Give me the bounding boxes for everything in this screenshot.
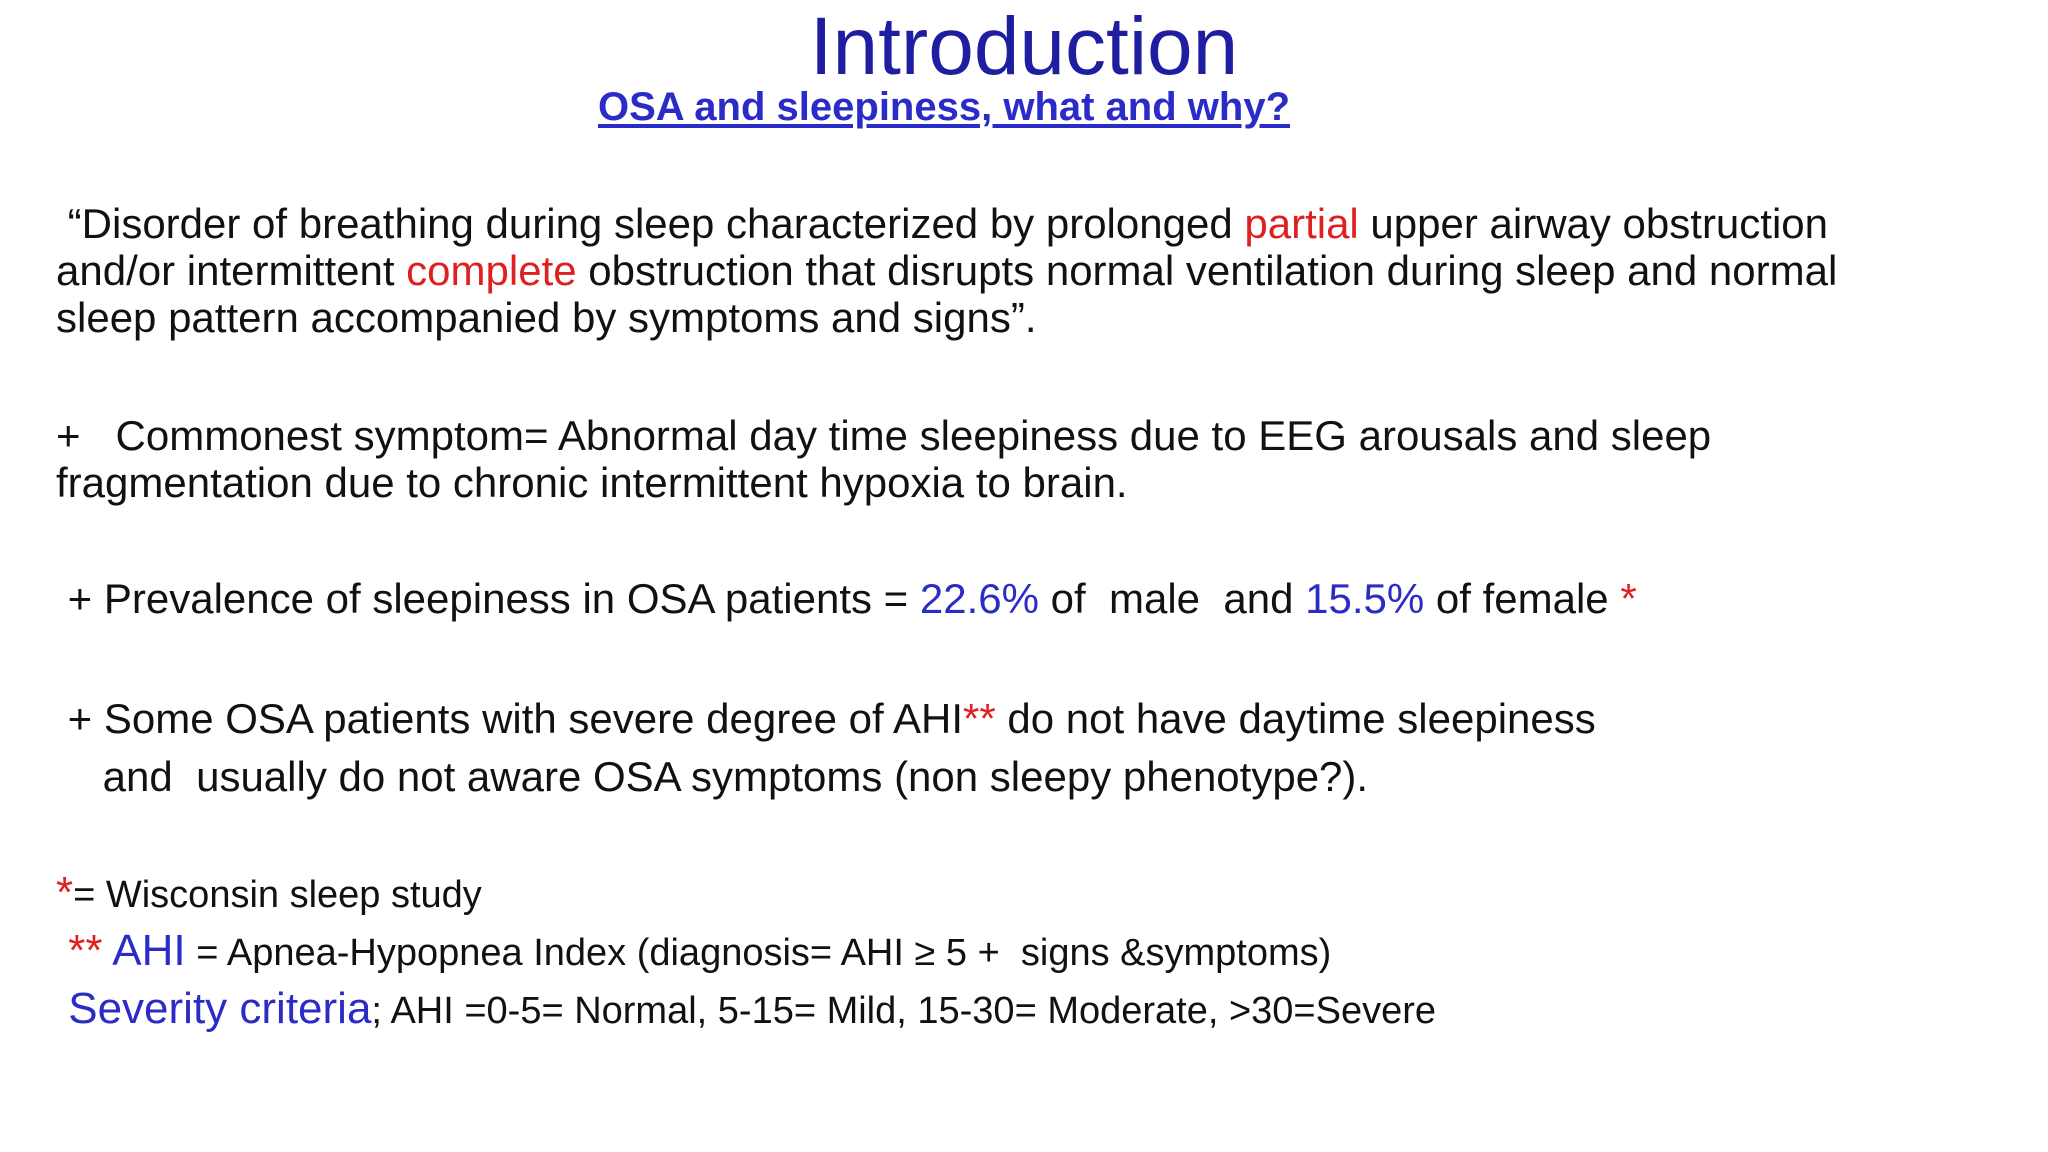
footnote-text: = Wisconsin sleep study — [73, 874, 482, 916]
symptom-paragraph — [56, 412, 1711, 506]
footnote-wisconsin — [56, 868, 482, 920]
footnote-text: = Apnea-Hypopnea Index (diagnosis= AHI ≥ 5 + signs &symptoms) — [185, 932, 1332, 974]
definition-text: sleep pattern accompanied by symptoms and signs”. — [56, 294, 1037, 341]
highlight-partial: partial — [1244, 200, 1359, 247]
prevalence-text: + Prevalence of sleepiness in OSA patients = — [56, 575, 920, 622]
definition-text: obstruction that disrupts normal ventilation during sleep and normal — [576, 247, 1838, 294]
footnote-marker: ** — [56, 926, 103, 975]
title-text: Introduction — [809, 1, 1239, 92]
severity-term: Severity criteria — [56, 984, 372, 1033]
ahi-term: AHI — [102, 926, 186, 975]
definition-paragraph — [56, 200, 1837, 341]
nonsleepy-text: do not have daytime sleepiness — [995, 695, 1596, 742]
symptom-text: fragmentation due to chronic intermittent hypoxia to brain. — [56, 459, 1128, 506]
nonsleepy-paragraph — [56, 690, 1596, 806]
definition-text: upper airway obstruction — [1358, 200, 1829, 247]
prevalence-paragraph — [56, 575, 1637, 622]
slide-subtitle: OSA and sleepiness, what and why? — [598, 85, 1291, 129]
prevalence-text: of male and — [1038, 575, 1306, 622]
female-percentage: 15.5% — [1305, 575, 1425, 622]
definition-text: “Disorder of breathing during sleep characterized by prolonged — [56, 200, 1245, 247]
footnote-text: ; AHI =0-5= Normal, 5-15= Mild, 15-30= Moderate, >30=Severe — [371, 990, 1437, 1032]
footnote-marker: * — [1620, 575, 1637, 622]
highlight-complete: complete — [406, 247, 577, 294]
nonsleepy-text: + Some OSA patients with severe degree of AHI — [56, 695, 963, 742]
footnote-ahi — [56, 926, 1331, 978]
male-percentage: 22.6% — [919, 575, 1039, 622]
footnote-marker: * — [56, 868, 74, 917]
prevalence-text: of female — [1424, 575, 1621, 622]
nonsleepy-text: and usually do not aware OSA symptoms (non sleepy phenotype?). — [56, 753, 1369, 800]
slide-title — [0, 2, 2048, 92]
definition-text: and/or intermittent — [56, 247, 407, 294]
symptom-text: + Commonest symptom= Abnormal day time sleepiness due to EEG arousals and sleep — [56, 412, 1712, 459]
footnote-marker: ** — [963, 695, 996, 742]
footnote-severity — [56, 984, 1436, 1036]
